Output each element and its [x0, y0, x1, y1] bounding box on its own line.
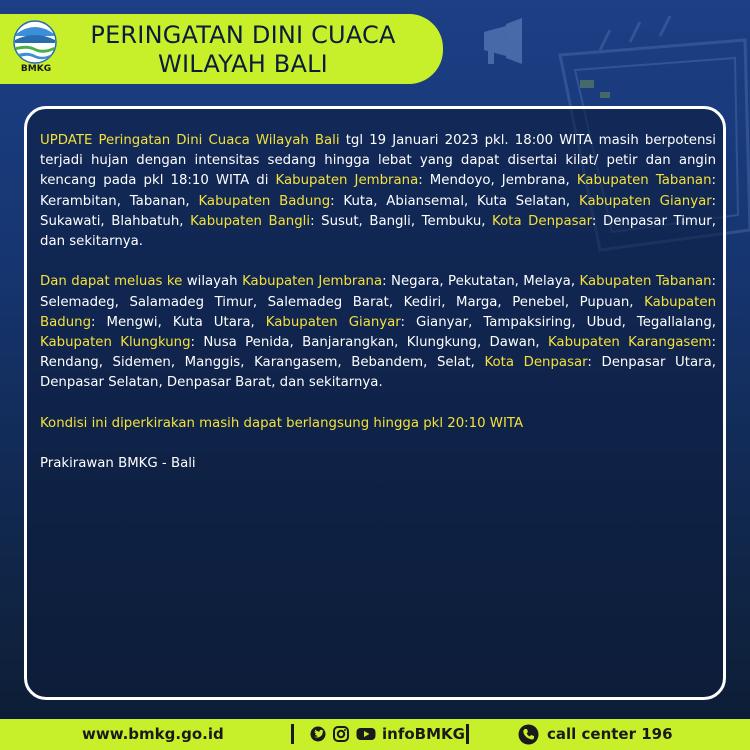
- body-text: : Mendoyo, Jembrana,: [418, 173, 577, 189]
- instagram-icon[interactable]: [333, 726, 349, 742]
- body-text: : Kuta, Abiansemal, Kuta Selatan,: [330, 193, 579, 209]
- footer-divider: [291, 724, 294, 744]
- highlighted-text: Dan dapat meluas ke: [40, 274, 183, 290]
- duration-note: Kondisi ini diperkirakan masih dapat berlangsung hingga pkl 20:10 WITA: [40, 415, 524, 431]
- body-text: tgl 19 Januari 2023 pkl. 18:00 WITA masih berpotensi terjadi hujan dengan intensitas sedang hingga lebat yang dapat disertai kilat/ petir dan angin kencang pada pkl 18:10 WITA di: [40, 133, 716, 189]
- highlighted-text: Kabupaten Jembrana: [275, 173, 419, 189]
- body-text: : Mengwi, Kuta Utara,: [91, 314, 266, 330]
- highlighted-text: Kabupaten Gianyar: [265, 314, 401, 330]
- highlighted-text: Kota Denpasar: [484, 355, 588, 371]
- body-text: : Denpasar Utara, Denpasar Selatan, Denpasar Barat, dan sekitarnya.: [40, 355, 716, 391]
- page-title-line2: WILAYAH BALI: [158, 50, 328, 78]
- highlighted-text: Kabupaten Klungkung: [40, 335, 191, 351]
- body-text: : Selemadeg, Salamadeg Timur, Salemadeg Barat, Kediri, Marga, Penebel, Pupuan,: [40, 274, 717, 310]
- call-center-number[interactable]: call center 196: [547, 725, 673, 743]
- warning-text: [40, 131, 716, 495]
- highlighted-text: Kabupaten Karangasem: [547, 335, 712, 351]
- body-text: : Negara, Pekutatan, Melaya,: [382, 274, 580, 290]
- twitter-icon[interactable]: [310, 726, 326, 742]
- highlighted-text: Kota Denpasar: [492, 213, 592, 229]
- highlighted-text: Kabupaten Badung: [198, 193, 331, 209]
- warning-paragraph-3: [40, 414, 716, 434]
- phone-icon: [518, 724, 539, 745]
- warning-content-card: [24, 106, 726, 700]
- highlighted-text: Kabupaten Badung: [40, 294, 716, 330]
- body-text: wilayah: [182, 274, 243, 290]
- highlighted-text: UPDATE Peringatan Dini Cuaca Wilayah Bali: [40, 133, 340, 148]
- logo-text: BMKG: [20, 64, 52, 74]
- body-text: : Nusa Penida, Banjarangkan, Klungkung, Dawan,: [190, 335, 548, 351]
- warning-paragraph-4: [40, 454, 716, 474]
- footer-bar: [0, 719, 750, 750]
- body-text: : Susut, Bangli, Tembuku,: [310, 213, 493, 229]
- body-text: : Rendang, Sidemen, Manggis, Karangasem, Bebandem, Selat,: [40, 335, 716, 371]
- website-link[interactable]: www.bmkg.go.id: [82, 725, 224, 743]
- body-text: : Kerambitan, Tabanan,: [40, 173, 716, 209]
- highlighted-text: Kabupaten Bangli: [190, 213, 311, 229]
- body-text: : Sukawati, Blahbatuh,: [40, 193, 716, 229]
- social-handle[interactable]: infoBMKG: [382, 725, 465, 743]
- highlighted-text: Kabupaten Gianyar: [578, 193, 712, 209]
- warning-paragraph-1: [40, 131, 716, 252]
- body-text: : Denpasar Timur, dan sekitarnya.: [40, 213, 716, 250]
- youtube-icon[interactable]: [356, 726, 376, 742]
- footer-divider: [466, 724, 469, 744]
- highlighted-text: Kabupaten Tabanan: [579, 274, 712, 290]
- megaphone-icon: [484, 18, 522, 64]
- highlighted-text: Kabupaten Tabanan: [576, 173, 712, 189]
- page-title-line1: PERINGATAN DINI CUACA: [90, 21, 396, 49]
- warning-paragraph-2: [40, 272, 716, 393]
- highlighted-text: Kabupaten Jembrana: [242, 274, 383, 290]
- forecaster-signature: Prakirawan BMKG - Bali: [40, 456, 196, 472]
- body-text: : Gianyar, Tampaksiring, Ubud, Tegallalang,: [400, 314, 716, 330]
